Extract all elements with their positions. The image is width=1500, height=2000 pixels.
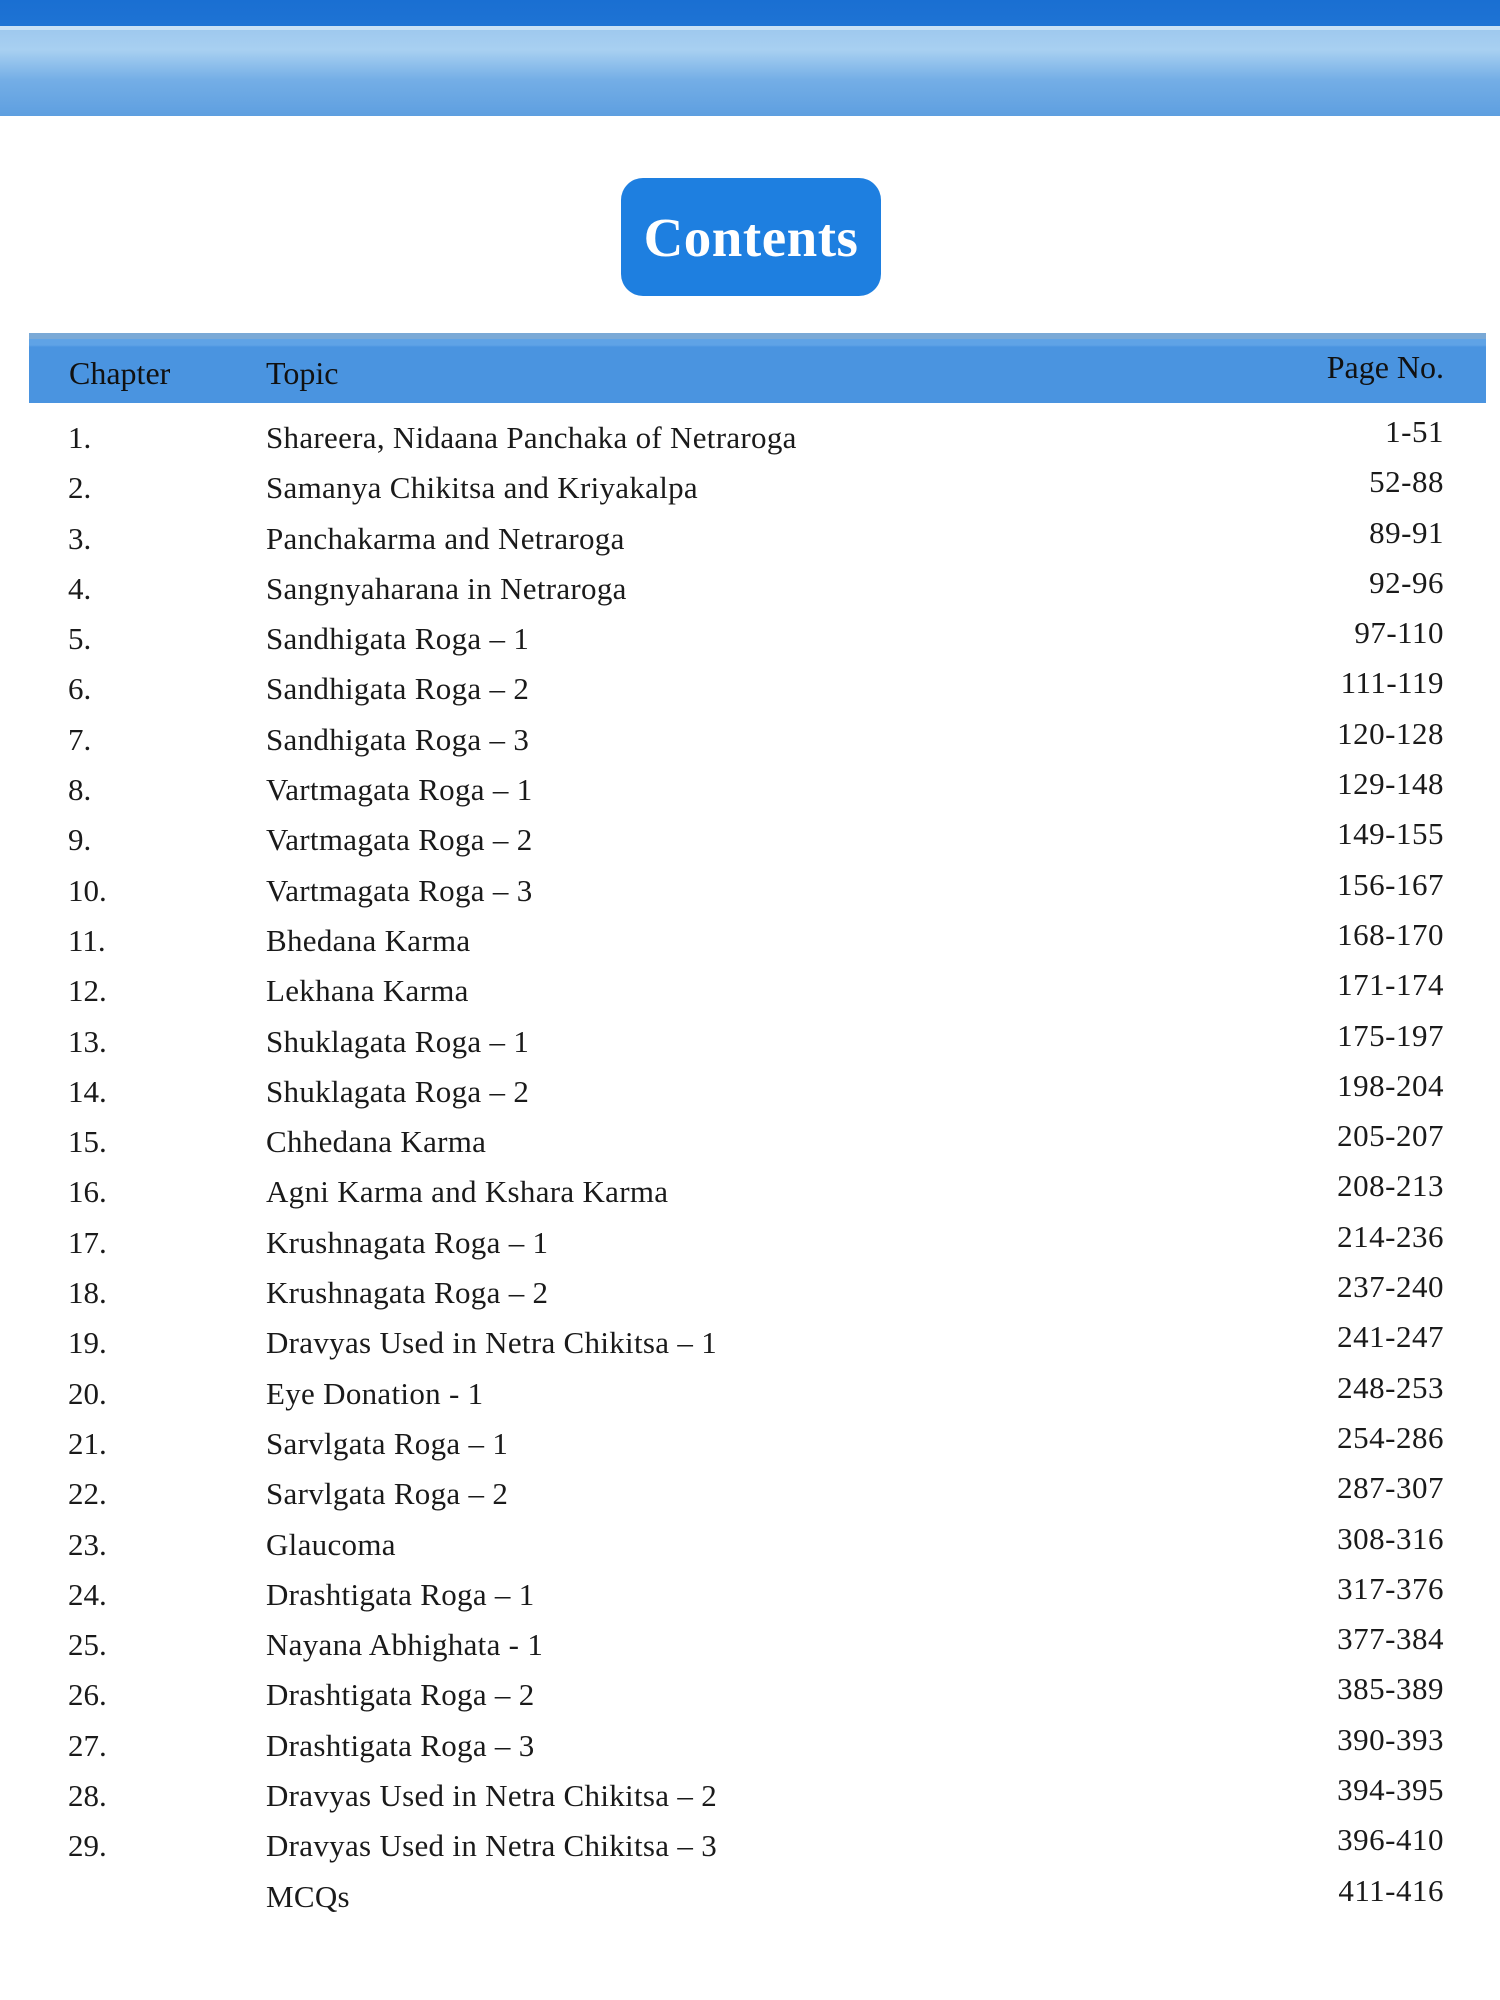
page-range: 129-148 [1337,766,1444,802]
toc-row [0,1770,1500,1820]
toc-row [0,915,1500,965]
page-range: 120-128 [1337,715,1444,751]
chapter-topic: Vartmagata Roga – 1 [266,772,533,808]
page-range: 411-416 [1338,1872,1444,1908]
chapter-topic: Sandhigata Roga – 1 [266,621,530,657]
chapter-topic: MCQs [266,1878,350,1914]
toc-row [0,1820,1500,1870]
chapter-number: 13. [68,1023,107,1059]
chapter-number: 29. [68,1828,107,1864]
chapter-number: 19. [68,1325,107,1361]
toc-header [29,333,1486,403]
toc-row [0,1418,1500,1468]
chapter-topic: Sarvlgata Roga – 2 [266,1476,509,1512]
chapter-number: 10. [68,872,107,908]
toc-row [0,1166,1500,1216]
page-range: 208-213 [1337,1168,1444,1204]
chapter-number: 12. [68,973,107,1009]
page-range: 111-119 [1340,665,1444,701]
toc-row [0,1217,1500,1267]
chapter-number: 25. [68,1627,107,1663]
toc-list [0,412,1500,1921]
chapter-number: 14. [68,1073,107,1109]
toc-row [0,412,1500,462]
toc-row [0,965,1500,1015]
page-range: 390-393 [1337,1721,1444,1757]
page-range: 377-384 [1337,1621,1444,1657]
toc-row [0,613,1500,663]
chapter-topic: Sangnyaharana in Netraroga [266,570,627,606]
chapter-topic: Sarvlgata Roga – 1 [266,1425,509,1461]
chapter-topic: Shareera, Nidaana Panchaka of Netraroga [266,420,797,455]
page-range: 394-395 [1337,1772,1444,1808]
chapter-number: 8. [68,772,92,808]
chapter-number: 11. [68,922,106,958]
chapter-topic: Dravyas Used in Netra Chikitsa – 3 [266,1828,717,1864]
header-chapter: Chapter [69,355,171,391]
chapter-number: 6. [68,671,92,707]
chapter-number: 28. [68,1778,107,1814]
chapter-topic: Glaucoma [266,1526,396,1562]
chapter-topic: Vartmagata Roga – 2 [266,822,533,858]
toc-row [0,513,1500,563]
chapter-topic: Lekhana Karma [266,973,469,1009]
chapter-topic: Drashtigata Roga – 2 [266,1677,535,1713]
chapter-number: 5. [68,621,92,657]
toc-row [0,1267,1500,1317]
page-range: 198-204 [1337,1067,1444,1103]
chapter-number: 22. [68,1476,107,1512]
page-range: 168-170 [1337,916,1444,952]
chapter-topic: Krushnagata Roga – 1 [266,1224,549,1260]
band-stripe [0,26,1500,30]
chapter-number: 26. [68,1677,107,1713]
chapter-topic: Sandhigata Roga – 2 [266,671,530,707]
page-range: 248-253 [1337,1369,1444,1405]
chapter-topic: Eye Donation - 1 [266,1375,484,1411]
chapter-topic: Bhedana Karma [266,922,471,958]
toc-row [0,814,1500,864]
page-range: 205-207 [1337,1118,1444,1154]
toc-row [0,1519,1500,1569]
toc-row [0,1066,1500,1116]
toc-row [0,1871,1500,1921]
chapter-topic: Chhedana Karma [266,1124,487,1160]
page-range: 97-110 [1354,615,1444,651]
toc-row [0,1368,1500,1418]
toc-row [0,1116,1500,1166]
chapter-topic: Agni Karma and Kshara Karma [266,1174,669,1210]
toc-row [0,663,1500,713]
chapter-number: 15. [68,1124,107,1160]
page-range: 89-91 [1369,514,1444,550]
header-topic: Topic [266,355,339,391]
page-range: 156-167 [1337,866,1444,902]
chapter-number: 16. [68,1174,107,1210]
chapter-number: 2. [68,470,92,506]
page-range: 396-410 [1337,1822,1444,1858]
chapter-number: 21. [68,1425,107,1461]
page-range: 241-247 [1337,1319,1444,1355]
page-range: 171-174 [1337,967,1444,1003]
page-range: 308-316 [1337,1520,1444,1556]
chapter-topic: Vartmagata Roga – 3 [266,872,533,908]
page-range: 385-389 [1337,1671,1444,1707]
chapter-topic: Dravyas Used in Netra Chikitsa – 1 [266,1325,717,1361]
chapter-topic: Panchakarma and Netraroga [266,520,625,556]
toc-row [0,1569,1500,1619]
toc-row [0,563,1500,613]
chapter-number: 27. [68,1727,107,1763]
chapter-number: 18. [68,1275,107,1311]
page-range: 175-197 [1337,1017,1444,1053]
page-range: 254-286 [1337,1419,1444,1455]
chapter-topic: Shuklagata Roga – 1 [266,1023,530,1059]
chapter-number: 7. [68,721,92,757]
toc-row [0,865,1500,915]
chapter-number: 3. [68,520,92,556]
toc-row [0,1669,1500,1719]
page-range: 237-240 [1337,1269,1444,1305]
chapter-topic: Krushnagata Roga – 2 [266,1275,549,1311]
page-range: 52-88 [1369,464,1444,500]
chapter-topic: Shuklagata Roga – 2 [266,1073,530,1109]
chapter-number: 24. [68,1576,107,1612]
chapter-number: 23. [68,1526,107,1562]
toc-row [0,462,1500,512]
header-page-no: Page No. [1326,349,1444,385]
toc-row [0,764,1500,814]
toc-row [0,1468,1500,1518]
toc-row [0,1720,1500,1770]
page-title: Contents [621,178,881,296]
toc-row [0,1016,1500,1066]
chapter-number: 1. [68,420,92,455]
page-range: 287-307 [1337,1470,1444,1506]
chapter-number: 9. [68,822,92,858]
page-range: 149-155 [1337,816,1444,852]
toc-row [0,1317,1500,1367]
page-range: 214-236 [1337,1218,1444,1254]
top-decorative-band [0,0,1500,116]
chapter-number: 20. [68,1375,107,1411]
chapter-topic: Drashtigata Roga – 1 [266,1576,535,1612]
page-range: 317-376 [1337,1570,1444,1606]
toc-row [0,1619,1500,1669]
chapter-topic: Dravyas Used in Netra Chikitsa – 2 [266,1778,717,1814]
chapter-number: 17. [68,1224,107,1260]
chapter-topic: Drashtigata Roga – 3 [266,1727,535,1763]
chapter-topic: Nayana Abhighata - 1 [266,1627,544,1663]
chapter-number: 4. [68,570,92,606]
chapter-topic: Samanya Chikitsa and Kriyakalpa [266,470,698,506]
page-range: 92-96 [1369,564,1444,600]
page-range: 1-51 [1385,414,1444,449]
chapter-topic: Sandhigata Roga – 3 [266,721,530,757]
toc-row [0,714,1500,764]
